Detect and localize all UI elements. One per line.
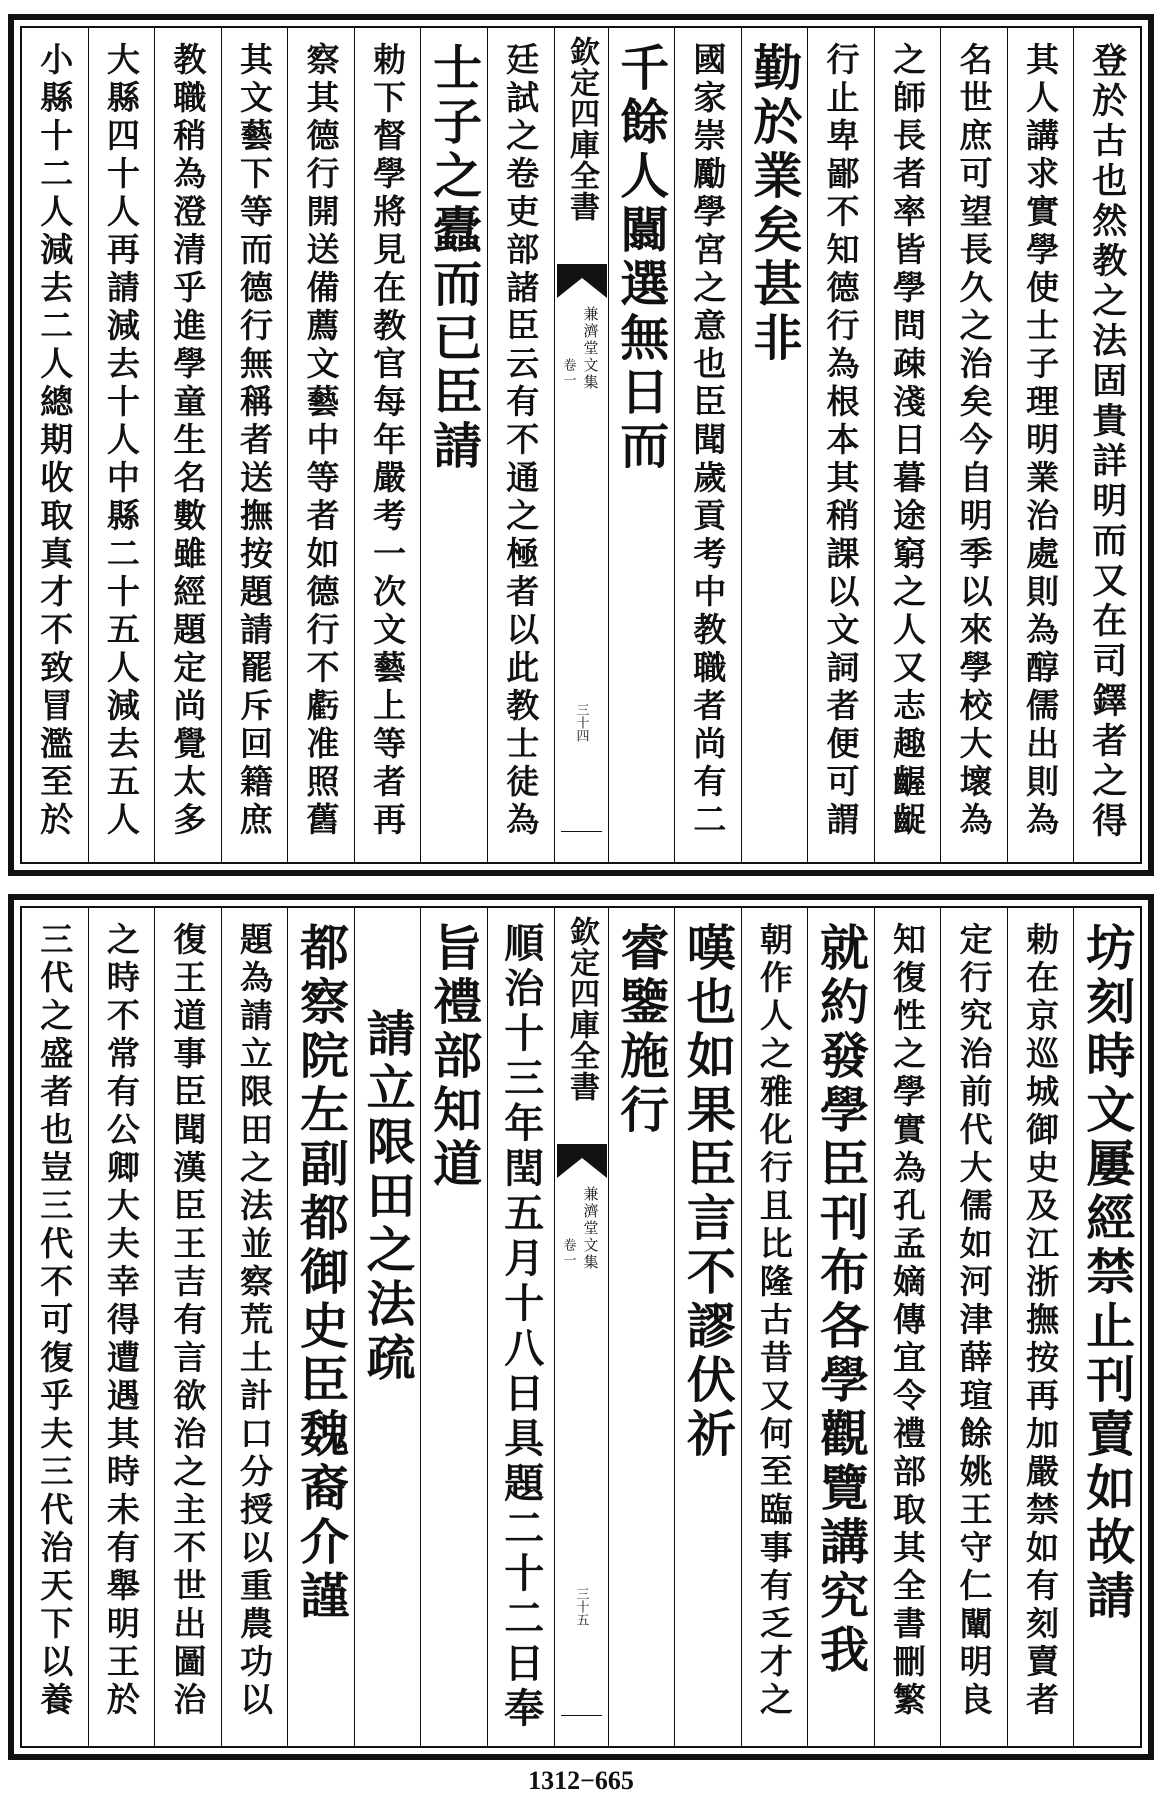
column-text: 千餘人闒選無日而 bbox=[612, 42, 671, 474]
column-text: 小縣十二人減去二人總期收取真才不致冒濫至於 bbox=[35, 42, 75, 840]
fish-tail-mark-icon bbox=[557, 1144, 607, 1178]
volume-label: 卷一 bbox=[560, 1238, 576, 1268]
text-column bbox=[608, 28, 675, 862]
column-text: 勅在京巡城御史及江浙撫按再加嚴禁如有刻賣者 bbox=[1021, 922, 1061, 1720]
center-fold bbox=[554, 908, 608, 1746]
column-text: 朝作人之雅化行且比隆古昔又何至臨事有乏才之 bbox=[754, 922, 794, 1720]
column-text: 之師長者率皆學問疎淺日暮途窮之人又志趣齷齪 bbox=[888, 42, 928, 840]
page-reference: 1312−665 bbox=[528, 1766, 634, 1795]
text-column bbox=[22, 908, 88, 1746]
folio-number: 三十四 bbox=[573, 703, 589, 742]
text-column bbox=[940, 28, 1007, 862]
bottom-page bbox=[8, 894, 1154, 1760]
column-text: 教職稍為澄清乎進學童生名數雖經題定尚覺太多 bbox=[168, 42, 208, 840]
column-text: 登於古也然教之法固貴詳明而又在司鐸者之得 bbox=[1086, 42, 1128, 842]
column-text: 旨禮部知道 bbox=[425, 922, 484, 1192]
volume-label: 卷一 bbox=[560, 358, 576, 388]
column-text: 其文藝下等而德行無稱者送撫按題請罷斥回籍庶 bbox=[234, 42, 274, 840]
column-text: 嘆也如果臣言不謬伏祈 bbox=[679, 922, 738, 1462]
text-column bbox=[1073, 908, 1140, 1746]
text-column bbox=[354, 28, 421, 862]
column-text: 三代之盛者也豈三代不可復乎夫三代治天下以養 bbox=[35, 922, 75, 1720]
text-column bbox=[1007, 908, 1074, 1746]
column-text: 其人講求實學使士子理明業治處則為醇儒出則為 bbox=[1021, 42, 1061, 840]
text-column bbox=[874, 908, 941, 1746]
column-text: 行止卑鄙不知德行為根本其稍課以文詞者便可謂 bbox=[821, 42, 861, 840]
column-text: 都察院左副都御史臣魏裔介謹 bbox=[292, 922, 351, 1624]
text-column bbox=[221, 908, 288, 1746]
text-column bbox=[807, 908, 874, 1746]
fish-tail-mark-icon bbox=[557, 264, 607, 298]
fold-tick bbox=[561, 1715, 602, 1716]
text-column bbox=[874, 28, 941, 862]
text-column bbox=[487, 28, 554, 862]
text-column bbox=[674, 908, 741, 1746]
column-text: 就約發學臣刊布各學觀覽講究我 bbox=[812, 922, 871, 1678]
column-text: 勤於業矣甚非 bbox=[745, 42, 804, 366]
text-column bbox=[420, 28, 487, 862]
text-column bbox=[420, 908, 487, 1746]
folio-number: 三十五 bbox=[573, 1587, 589, 1626]
text-column bbox=[487, 908, 554, 1746]
text-column bbox=[88, 908, 155, 1746]
column-text: 之時不常有公卿大夫幸得遭遇其時未有舉明王於 bbox=[101, 922, 141, 1720]
text-column bbox=[940, 908, 1007, 1746]
book-title: 兼濟堂文集 bbox=[581, 306, 600, 391]
fold-tick bbox=[561, 831, 602, 832]
text-column bbox=[354, 908, 421, 1746]
text-column bbox=[807, 28, 874, 862]
column-text: 復王道事臣聞漢臣王吉有言欲治之主不世出圖治 bbox=[168, 922, 208, 1720]
column-text: 大縣四十人再請減去十人中縣二十五人減去五人 bbox=[101, 42, 141, 840]
text-column bbox=[22, 28, 88, 862]
text-column bbox=[221, 28, 288, 862]
column-text: 名世庶可望長久之治矣今自明季以來學校大壞為 bbox=[954, 42, 994, 840]
top-page bbox=[8, 14, 1154, 876]
text-column bbox=[741, 908, 808, 1746]
text-column bbox=[1073, 28, 1140, 862]
text-column bbox=[608, 908, 675, 1746]
book-title: 兼濟堂文集 bbox=[581, 1186, 600, 1271]
column-text: 定行究治前代大儒如河津薛瑄餘姚王守仁闡明良 bbox=[954, 922, 994, 1720]
column-text: 士子之蠹而已臣請 bbox=[425, 42, 484, 474]
column-text: 順治十三年閏五月十八日具題二十二日奉 bbox=[497, 922, 545, 1732]
text-column bbox=[154, 908, 221, 1746]
library-title: 欽定四庫全書 bbox=[564, 916, 599, 1102]
column-text: 坊刻時文屢經禁止刊賣如故請 bbox=[1078, 922, 1137, 1624]
column-text: 國家崇勵學宮之意也臣聞歲貢考中教職者尚有二 bbox=[688, 42, 728, 840]
text-column bbox=[1007, 28, 1074, 862]
column-text: 勅下督學將見在教官每年嚴考一次文藝上等者再 bbox=[368, 42, 408, 840]
column-text: 知復性之學實為孔孟嫡傳宜令禮部取其全書刪繁 bbox=[888, 922, 928, 1720]
column-text: 睿鑒施行 bbox=[612, 922, 671, 1138]
text-column bbox=[674, 28, 741, 862]
text-column bbox=[741, 28, 808, 862]
library-title: 欽定四庫全書 bbox=[564, 36, 599, 222]
column-text: 廷試之卷吏部諸臣云有不通之極者以此教士徒為 bbox=[501, 42, 541, 840]
column-text: 察其德行開送備薦文藝中等者如德行不虧准照舊 bbox=[301, 42, 341, 840]
text-column bbox=[287, 908, 354, 1746]
memorial-title: 請立限田之法疏 bbox=[359, 1008, 418, 1386]
text-column bbox=[88, 28, 155, 862]
text-column bbox=[154, 28, 221, 862]
column-text: 題為請立限田之法並察荒土計口分授以重農功以 bbox=[234, 922, 274, 1720]
text-column bbox=[287, 28, 354, 862]
center-fold bbox=[554, 28, 608, 862]
